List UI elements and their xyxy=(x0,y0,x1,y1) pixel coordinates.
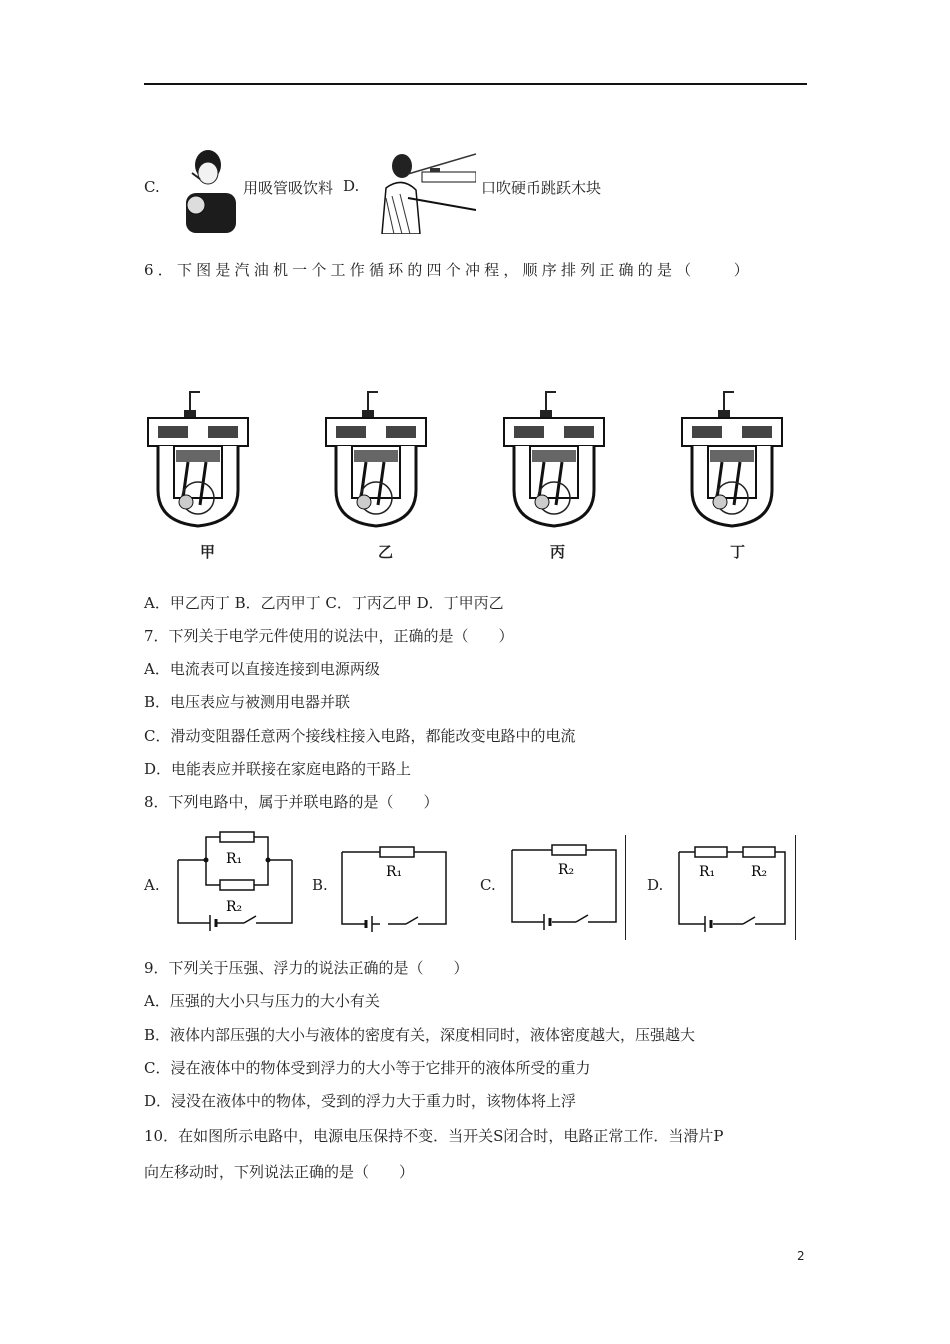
svg-text:R₁: R₁ xyxy=(386,864,403,880)
divider-right xyxy=(795,835,796,940)
divider-left xyxy=(625,835,626,940)
circuit-a-parallel xyxy=(170,825,300,940)
svg-text:R₂: R₂ xyxy=(558,862,575,878)
engine-yi xyxy=(326,392,426,526)
q7-option-c: C．滑动变阻器任意两个接线柱接入电路，都能改变电路中的电流 xyxy=(144,727,576,745)
q7-option-a: A．电流表可以直接连接到电源两级 xyxy=(144,660,380,678)
q10-line-2: 向左移动时，下列说法正确的是（ ） xyxy=(144,1163,415,1181)
q9-option-d: D．浸没在液体中的物体，受到的浮力大于重力时，该物体将上浮 xyxy=(144,1092,577,1110)
circuit-c-single-r2 xyxy=(506,836,622,936)
q5-d-label: D. xyxy=(343,177,360,195)
q6-options: A．甲乙丙丁 B．乙丙甲丁 C．丁丙乙甲 D．丁甲丙乙 xyxy=(144,594,504,612)
q9-option-c: C．浸在液体中的物体受到浮力的大小等于它排开的液体所受的重力 xyxy=(144,1059,591,1077)
r1-label: R₁ xyxy=(226,851,243,867)
q6-caption-ding: 丁 xyxy=(730,543,746,561)
q6-caption-yi: 乙 xyxy=(378,543,394,561)
q10-line-1: 10．在如图所示电路中，电源电压保持不变．当开关S闭合时，电路正常工作．当滑片P xyxy=(144,1127,724,1145)
q8-label-d: D. xyxy=(647,876,664,894)
q8-label-c: C. xyxy=(480,876,496,894)
q9-option-b: B．液体内部压强的大小与液体的密度有关，深度相同时，液体密度越大，压强越大 xyxy=(144,1026,696,1044)
engine-bing xyxy=(504,392,604,526)
gasoline-engine-strokes-figure xyxy=(140,380,805,570)
q5-c-text: 用吸管吸饮料 xyxy=(243,179,334,197)
q6-stem: 6．下图是汽油机一个工作循环的四个冲程，顺序排列正确的是（ ） xyxy=(144,261,753,279)
q8-label-a: A. xyxy=(144,876,160,894)
r2-label: R₂ xyxy=(226,899,243,915)
q5-c-label: C. xyxy=(144,178,160,196)
q8-stem: 8．下列电路中，属于并联电路的是（ ） xyxy=(144,793,439,811)
svg-text:R₁: R₁ xyxy=(699,864,716,880)
engine-ding xyxy=(682,392,782,526)
circuit-b-single-r1 xyxy=(336,838,452,938)
q9-stem: 9．下列关于压强、浮力的说法正确的是（ ） xyxy=(144,959,469,977)
q8-label-b: B. xyxy=(312,876,328,894)
circuit-d-series xyxy=(673,838,793,938)
svg-text:R₂: R₂ xyxy=(751,864,768,880)
q9-option-a: A．压强的大小只与压力的大小有关 xyxy=(144,992,380,1010)
engine-jia xyxy=(148,392,248,526)
q7-option-d: D．电能表应并联接在家庭电路的干路上 xyxy=(144,760,412,778)
q7-stem: 7．下列关于电学元件使用的说法中，正确的是（ ） xyxy=(144,627,514,645)
girl-blowing-coin-image xyxy=(372,148,476,234)
q5-d-text: 口吹硬币跳跃木块 xyxy=(481,179,602,197)
q6-caption-jia: 甲 xyxy=(200,543,216,561)
header-rule xyxy=(144,83,807,85)
q7-option-b: B．电压表应与被测用电器并联 xyxy=(144,693,351,711)
boy-drinking-image xyxy=(170,143,240,233)
page-number: 2 xyxy=(797,1249,805,1263)
q6-caption-bing: 丙 xyxy=(550,543,566,561)
